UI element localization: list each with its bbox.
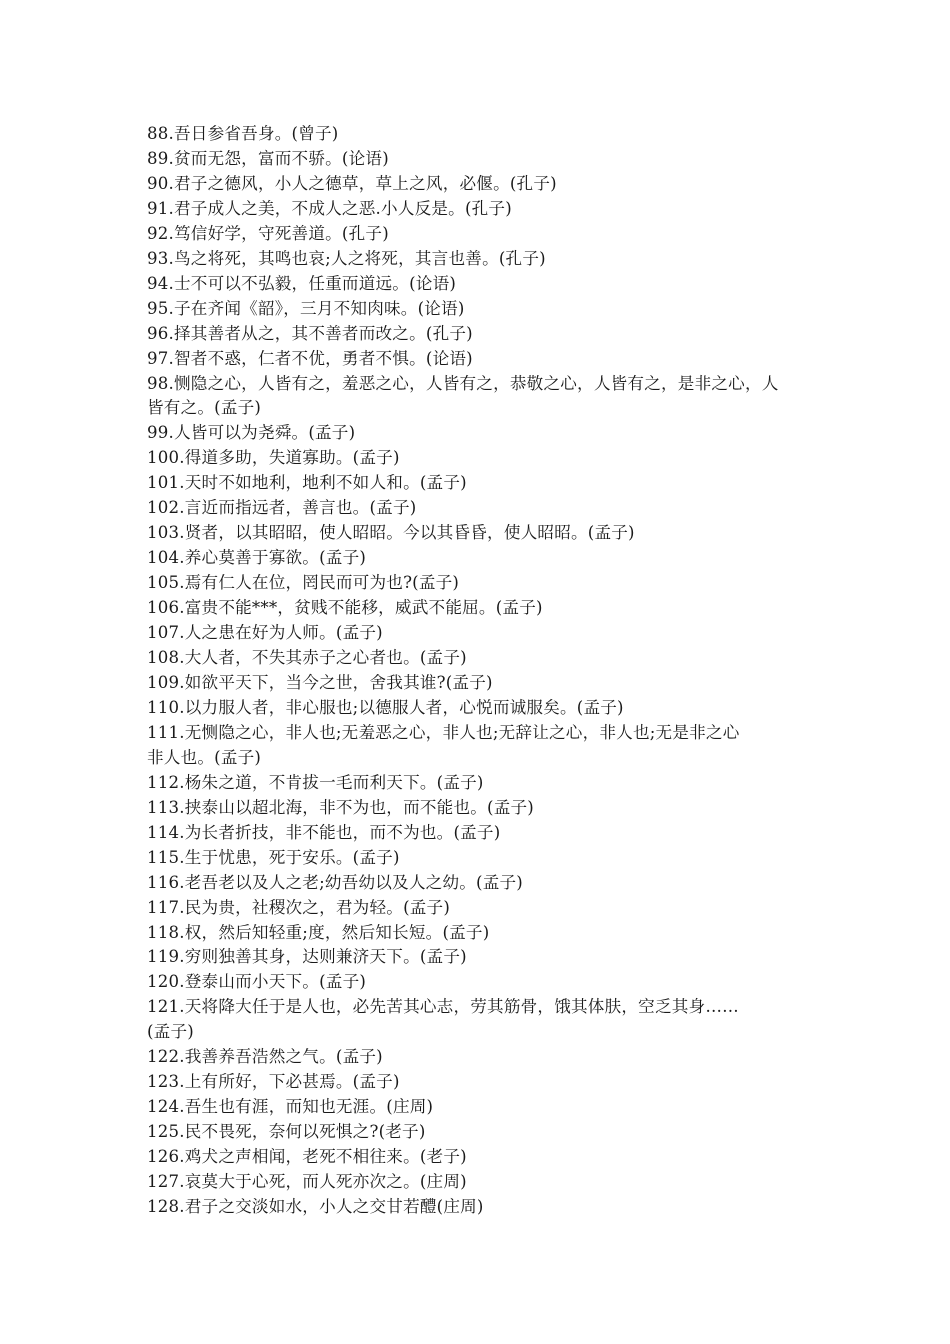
quote-line: 121.天将降大任于是人也，必先苦其心志，劳其筋骨，饿其体肤，空乏其身…… [147,997,739,1017]
quote-line: 109.如欲平天下，当今之世，舍我其谁?(孟子) [147,672,493,692]
quote-line: 皆有之。(孟子) [147,398,262,418]
quote-line: 106.富贵不能***，贫贱不能移，威武不能屈。(孟子) [147,598,543,618]
quote-line: 125.民不畏死，奈何以死惧之?(老子) [147,1122,426,1142]
quote-line: 94.士不可以不弘毅，任重而道远。(论语) [147,273,457,293]
quote-line: 122.我善养吾浩然之气。(孟子) [147,1047,383,1067]
quote-line: 110.以力服人者，非心服也;以德服人者，心悦而诚服矣。(孟子) [147,697,624,717]
quote-line: 114.为长者折技，非不能也，而不为也。(孟子) [147,822,501,842]
quote-line: 108.大人者，不失其赤子之心者也。(孟子) [147,648,467,668]
quote-line: 89.贫而无怨，富而不骄。(论语) [147,148,389,168]
quote-line: 96.择其善者从之，其不善者而改之。(孔子) [147,323,473,343]
quote-line: 88.吾日参省吾身。(曾子) [147,124,339,143]
quote-line: 120.登泰山而小天下。(孟子) [147,972,367,992]
quote-line: 102.言近而指远者，善言也。(孟子) [147,498,417,518]
document-page [147,122,815,1220]
quote-line: 92.笃信好学，守死善道。(孔子) [147,223,389,243]
quote-line: 118.权，然后知轻重;度，然后知长短。(孟子) [147,922,490,942]
quote-line: 99.人皆可以为尧舜。(孟子) [147,423,356,443]
quote-line: 119.穷则独善其身，达则兼济天下。(孟子) [147,947,467,967]
quote-line: 非人也。(孟子) [147,747,262,767]
quote-line: 115.生于忧患，死于安乐。(孟子) [147,847,400,867]
quote-line: (孟子) [147,1022,194,1042]
quote-line: 127.哀莫大于心死，而人死亦次之。(庄周) [147,1172,467,1192]
quote-line: 103.贤者，以其昭昭，使人昭昭。今以其昏昏，使人昭昭。(孟子) [147,523,635,543]
quote-line: 104.养心莫善于寡欲。(孟子) [147,548,367,568]
quote-list [147,122,815,1220]
quote-line: 105.焉有仁人在位，罔民而可为也?(孟子) [147,573,460,593]
quote-line: 93.鸟之将死，其鸣也哀;人之将死，其言也善。(孔子) [147,248,546,268]
quote-line: 97.智者不惑，仁者不优，勇者不惧。(论语) [147,348,473,368]
quote-line: 113.挟泰山以超北海，非不为也，而不能也。(孟子) [147,797,534,817]
quote-line: 95.子在齐闻《韶》，三月不知肉味。(论语) [147,298,465,318]
quote-line: 98.恻隐之心，人皆有之，羞恶之心，人皆有之，恭敬之心，人皆有之，是非之心，人 [147,373,779,393]
quote-line: 90.君子之德风，小人之德草，草上之风，必偃。(孔子) [147,173,557,193]
quote-line: 100.得道多助，失道寡助。(孟子) [147,448,400,468]
quote-line: 116.老吾老以及人之老;幼吾幼以及人之幼。(孟子) [147,872,523,892]
quote-line: 124.吾生也有涯，而知也无涯。(庄周) [147,1097,434,1117]
quote-line: 112.杨朱之道，不肯拔一毛而利天下。(孟子) [147,772,484,792]
quote-line: 101.天时不如地利，地利不如人和。(孟子) [147,473,467,493]
quote-line: 91.君子成人之美，不成人之恶.小人反是。(孔子) [147,198,512,218]
quote-line: 111.无恻隐之心，非人也;无羞恶之心，非人也;无辞让之心，非人也;无是非之心 [147,722,740,742]
quote-line: 123.上有所好，下必甚焉。(孟子) [147,1072,400,1092]
quote-line: 107.人之患在好为人师。(孟子) [147,623,383,643]
quote-line: 126.鸡犬之声相闻，老死不相往来。(老子) [147,1147,467,1167]
quote-line: 117.民为贵，社稷次之，君为轻。(孟子) [147,897,450,917]
quote-line: 128.君子之交淡如水，小人之交甘若醴(庄周) [147,1196,484,1216]
